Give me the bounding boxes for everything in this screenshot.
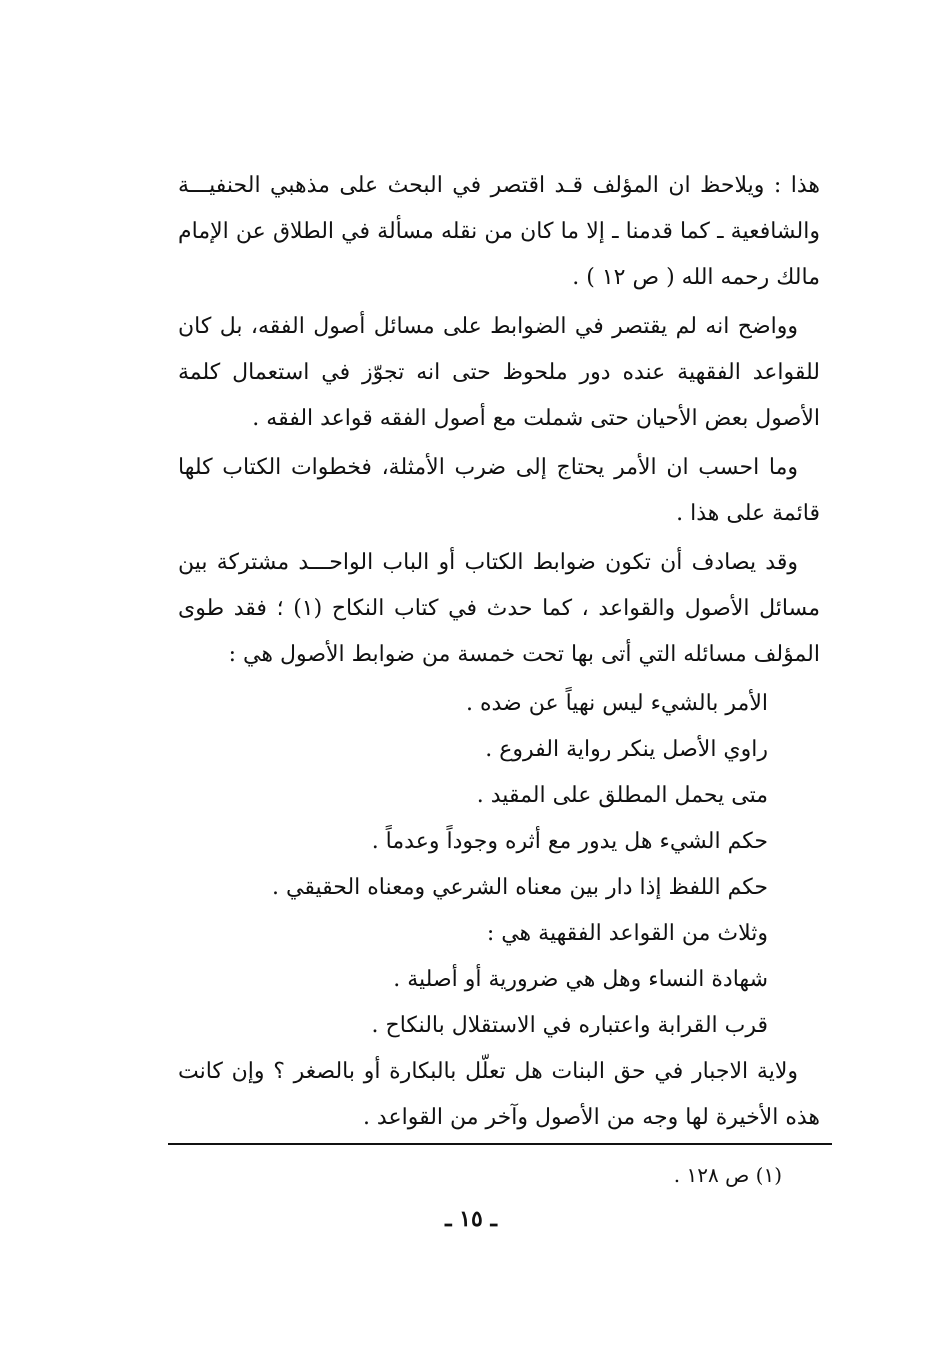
qawaid-list [178,957,820,1049]
paragraph-wilayat-al-ijbar: ولاية الاجبار في حق البنات هل تعلّل بالبكارة أو بالصغر ؟ وإن كانت هذه الأخيرة لها وجه من الأصول وآخر من القواعد . [178,1059,820,1130]
list-item: حكم اللفظ إذا دار بين معناه الشرعي ومعناه الحقيقي . [272,875,768,900]
paragraph-scope-of-madhhabs: هذا : ويلاحظ ان المؤلف قـد اقتصر في البحث على مذهبي الحنفيـــة والشافعية ـ كما قدمنا ـ إلا ما كان من نقله مسألة في الطلاق عن الإمام مالك رحمه الله ( ص ١٢ ) . [178,173,820,290]
body-text [178,163,820,1144]
footnote-divider [168,1143,832,1145]
list-item: حكم الشيء هل يدور مع أثره وجوداً وعدماً . [371,829,768,854]
list-item: الأمر بالشيء ليس نهياً عن ضده . [466,691,768,716]
paragraph-usul-and-qawaid: وواضح انه لم يقتصر في الضوابط على مسائل أصول الفقه، بل كان للقواعد الفقهية عنده دور ملحوظ حتى انه تجوّز في استعمال كلمة الأصول بعض الأحيان حتى شملت مع أصول الفقه قواعد الفقه . [178,314,820,431]
paragraph-examples: وما احسب ان الأمر يحتاج إلى ضرب الأمثلة، فخطوات الكتاب كلها قائمة على هذا . [178,455,820,526]
paragraph-qawaid-intro: وثلاث من القواعد الفقهية هي : [486,921,768,946]
list-item: متى يحمل المطلق على المقيد . [476,783,768,808]
usul-list [178,681,820,911]
list-item: قرب القرابة واعتباره في الاستقلال بالنكاح . [371,1013,768,1038]
paragraph-nikah-chapter: وقد يصادف أن تكون ضوابط الكتاب أو الباب الواحـــد مشتركة بين مسائل الأصول والقواعد ، كما حدث في كتاب النكاح (١) ؛ فقد طوى المؤلف مسائله التي أتى بها تحت خمسة من ضوابط الأصول هي : [178,550,821,667]
footnote: (١) ص ١٢٨ . [673,1163,782,1187]
list-item: شهادة النساء وهل هي ضرورية أو أصلية . [393,967,768,992]
list-item: راوي الأصل ينكر رواية الفروع . [485,737,768,762]
page-number: ـ ١٥ ـ [445,1206,497,1232]
